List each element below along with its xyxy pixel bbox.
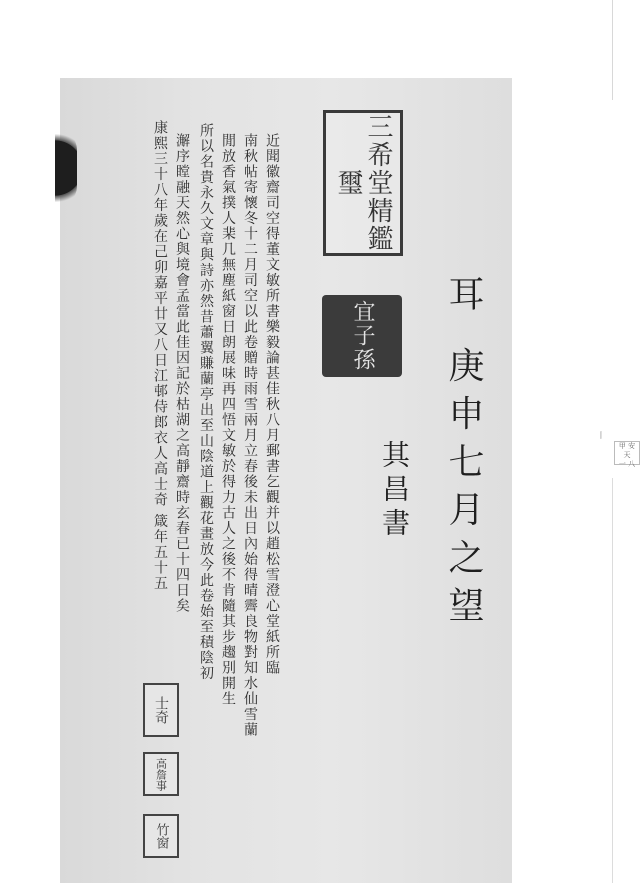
seal-shiqi-text: 士奇 bbox=[153, 696, 169, 724]
page-edge-bottom bbox=[612, 478, 613, 883]
margin-page-box bbox=[614, 441, 640, 468]
seal-zhuchuang bbox=[143, 814, 179, 858]
seal-zhanshi bbox=[143, 752, 179, 796]
colophon-column-4: 所以名貴永久文章與詩亦然昔蕭翼賺蘭亭出至山陰道上觀花畫放今此卷始至積陰初 bbox=[198, 123, 214, 681]
seal-shiqi bbox=[143, 683, 179, 737]
colophon-column-3: 閒放香氣撲人棐几無塵紙窗日朗展味再四悟文敏於得力古人之後不肯隨其步趨別開生 bbox=[220, 133, 236, 707]
seal-sanxitang-text: 三希堂精鑑璽 bbox=[333, 113, 393, 253]
colophon-column-5: 澥序瞠融天然心與境會孟當此佳因記於枯湖之高靜齋時玄春已十四日矣 bbox=[174, 133, 190, 614]
seal-sanxitang bbox=[323, 110, 403, 256]
seal-yizisun-text: 宜子孫 bbox=[350, 300, 375, 372]
margin-box-line1: 甲 安 天 bbox=[618, 442, 636, 459]
colophon-column-6: 康熙三十八年歲在己卯嘉平廿又八日江邨侍郎衣人高士奇 箴年五十五 bbox=[152, 120, 168, 591]
colophon-column-1: 近聞徽齋司空得董文敏所書樂毅論甚佳秋八月郵書乞觀并以趙松雪澄心堂紙所臨 bbox=[264, 133, 280, 676]
signature-column: 其昌書 bbox=[378, 440, 411, 542]
seal-zhuchuang-text: 竹窗 bbox=[153, 823, 169, 849]
scroll-edge-seal bbox=[55, 128, 77, 208]
colophon-column-2: 南秋帖寄懷冬十二月司空以此卷贈時雨雪兩月立春後未出日內始得晴霽良物對知水仙雪蘭 bbox=[242, 133, 258, 738]
seal-yizisun bbox=[322, 295, 402, 377]
seal-zhanshi-text: 高詹事 bbox=[154, 757, 168, 791]
margin-mark: 丨 bbox=[597, 431, 605, 440]
page-edge-top bbox=[612, 0, 613, 100]
margin-box-line2: 一 八 bbox=[618, 460, 636, 468]
inscription-column: 耳 庚申七月之望 bbox=[443, 275, 484, 635]
